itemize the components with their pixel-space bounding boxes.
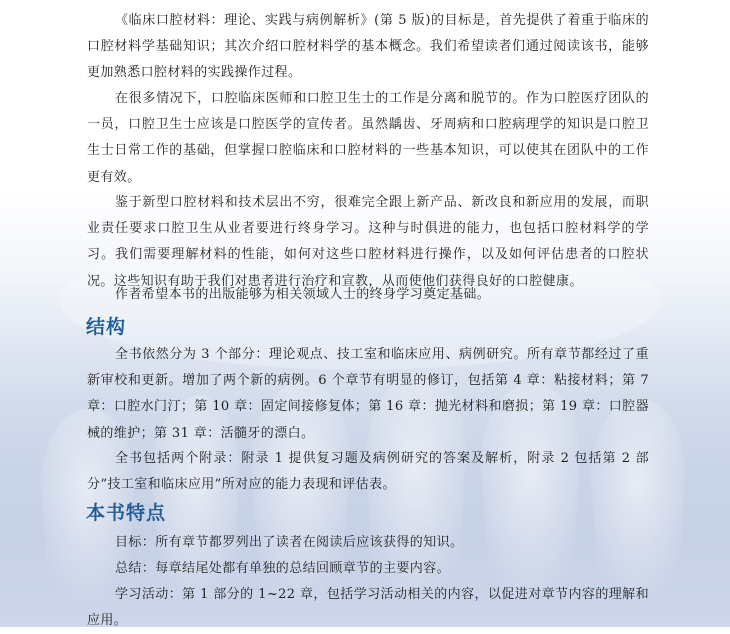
- features-learning-activities: 学习活动：第 1 部分的 1~22 章，包括学习活动相关的内容，以促进对章节内容的理解和应用。: [87, 587, 649, 629]
- intro-paragraph-2: 在很多情况下，口腔临床医师和口腔卫生士的工作是分离和脱节的。作为口腔医疗团队的一员，口腔卫生士应该是口腔医学的宣传者。虽然龋齿、牙周病和口腔病理学的知识是口腔卫生士日常工作的基础，但掌握口腔临床和口腔材料的一些基本知识，可以使其在团队中的工作更有效。: [87, 91, 649, 185]
- intro-paragraph-3: 鉴于新型口腔材料和技术层出不穷，很难完全跟上新产品、新改良和新应用的发展，而职业责任要求口腔卫生从业者要进行终身学习。这种与时俱进的能力，也包括口腔材料学的学习。我们需要理解材料的性能，如何对这些口腔材料进行操作，以及如何评估患者的口腔状况。这些知识有助于我们对患者进行治疗和宣教，从而使他们获得良好的口腔健康。: [87, 195, 649, 289]
- features-objectives: 目标：所有章节都罗列出了读者在阅读后应该获得的知识。: [115, 535, 464, 550]
- structure-paragraph-2: 全书包括两个附录：附录 1 提供复习题及病例研究的答案及解析，附录 2 包括第 2 部分“技工室和临床应用”所对应的能力表现和评估表。: [87, 451, 649, 493]
- intro-paragraph-4: 作者希望本书的出版能够为相关领域人士的终身学习奠定基础。: [115, 287, 491, 302]
- intro-paragraph-1: 《临床口腔材料：理论、实践与病例解析》(第 5 版)的目标是，首先提供了着重于临床的口腔材料学基础知识；其次介绍口腔材料学的基本概念。我们希望读者们通过阅读该书，能够更加熟悉口腔材料的实践操作过程。: [87, 13, 649, 81]
- features-heading: 本书特点: [86, 502, 167, 524]
- features-summary: 总结：每章结尾处都有单独的总结回顾章节的主要内容。: [115, 561, 451, 576]
- structure-paragraph-1: 全书依然分为 3 个部分：理论观点、技工室和临床应用、病例研究。所有章节都经过了重新审校和更新。增加了两个新的病例。6 个章节有明显的修订，包括第 4 章：粘接材料；第 7 章：口腔水门汀；第 10 章：固定间接修复体；第 16 章：抛光材料和磨损；第 19 章：口腔器械的维护；第 31 章：活髓牙的漂白。: [87, 347, 649, 441]
- structure-heading: 结构: [86, 316, 127, 338]
